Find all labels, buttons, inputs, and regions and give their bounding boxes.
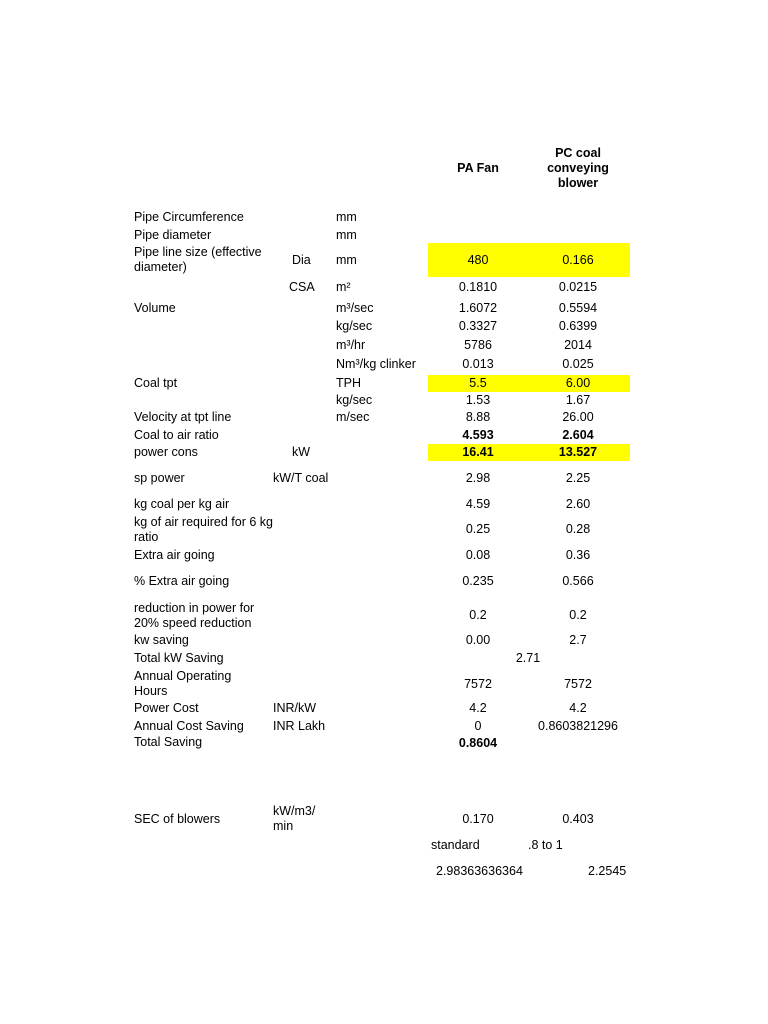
label-reduction-power: reduction in power for 20% speed reduction xyxy=(134,601,255,630)
pa-extra-air: 0.08 xyxy=(465,548,491,562)
pc-volume-nm3: 0.025 xyxy=(562,357,594,371)
label-sec-blowers: SEC of blowers xyxy=(134,812,221,826)
unit-volume-m3h: m³/hr xyxy=(336,338,366,352)
label-extra-air: Extra air going xyxy=(134,548,215,562)
pc-power-cost: 4.2 xyxy=(569,701,587,715)
footer-val2: 2.2545 xyxy=(588,864,627,878)
header-pa-fan: PA Fan xyxy=(457,161,499,175)
pc-extra-air: 0.36 xyxy=(565,548,591,562)
pc-reduction-power: 0.2 xyxy=(569,608,587,622)
unit-pipe-line-size: mm xyxy=(336,253,357,267)
sub-power-cons: kW xyxy=(292,445,311,459)
pa-kg-coal-per-air: 4.59 xyxy=(465,497,491,511)
unit-csa: m² xyxy=(336,280,351,294)
label-power-cons: power cons xyxy=(134,445,198,459)
label-annual-hours: Annual Operating Hours xyxy=(134,669,232,698)
value-total-kw-saving: 2.71 xyxy=(515,651,541,665)
pa-coal-air-ratio: 4.593 xyxy=(462,428,494,442)
pa-volume-m3h: 5786 xyxy=(464,338,492,352)
pc-pipe-line-size: 0.166 xyxy=(562,253,594,267)
label-velocity: Velocity at tpt line xyxy=(134,410,232,424)
sub-sp-power: kW/T coal xyxy=(273,471,329,485)
pc-power-cons: 13.527 xyxy=(558,445,598,459)
pc-sp-power: 2.25 xyxy=(565,471,591,485)
unit-coal-kgs: kg/sec xyxy=(336,393,373,407)
pc-coal-tph: 6.00 xyxy=(565,376,591,390)
unit-pipe-circumference: mm xyxy=(336,210,357,224)
pa-reduction-power: 0.2 xyxy=(469,608,487,622)
pc-pct-extra-air: 0.566 xyxy=(562,574,594,588)
label-power-cost: Power Cost xyxy=(134,701,199,715)
label-kg-air-required: kg of air required for 6 kg ratio xyxy=(134,515,273,544)
pa-volume-m3s: 1.6072 xyxy=(458,301,498,315)
label-sp-power: sp power xyxy=(134,471,185,485)
pc-volume-m3h: 2014 xyxy=(564,338,592,352)
footer-standard: standard xyxy=(431,838,480,852)
pa-sec-blowers: 0.170 xyxy=(462,812,494,826)
pc-coal-kgs: 1.67 xyxy=(565,393,591,407)
pc-velocity: 26.00 xyxy=(562,410,594,424)
pc-kg-air-required: 0.28 xyxy=(565,522,591,536)
pc-annual-hours: 7572 xyxy=(564,677,592,691)
pa-total-saving: 0.8604 xyxy=(458,736,498,750)
pa-coal-tph: 5.5 xyxy=(469,376,487,390)
footer-val1: 2.98363636364 xyxy=(436,864,523,878)
unit-volume-m3s: m³/sec xyxy=(336,301,374,315)
label-coal-air-ratio: Coal to air ratio xyxy=(134,428,219,442)
sub-annual-cost-saving: INR Lakh xyxy=(273,719,326,733)
sub-sec-blowers: kW/m3/ min xyxy=(273,804,316,833)
pa-power-cons: 16.41 xyxy=(462,445,494,459)
pc-kw-saving: 2.7 xyxy=(569,633,587,647)
pa-kg-air-required: 0.25 xyxy=(465,522,491,536)
label-annual-cost-saving: Annual Cost Saving xyxy=(134,719,244,733)
pa-annual-hours: 7572 xyxy=(464,677,492,691)
pc-kg-coal-per-air: 2.60 xyxy=(565,497,591,511)
label-pipe-circumference: Pipe Circumference xyxy=(134,210,244,224)
unit-volume-nm3: Nm³/kg clinker xyxy=(336,357,416,371)
pa-volume-nm3: 0.013 xyxy=(462,357,494,371)
label-volume: Volume xyxy=(134,301,176,315)
label-pipe-line-size: Pipe line size (effective diameter) xyxy=(134,245,262,274)
pa-velocity: 8.88 xyxy=(465,410,491,424)
pa-power-cost: 4.2 xyxy=(469,701,487,715)
unit-volume-kgs: kg/sec xyxy=(336,319,373,333)
unit-pipe-diameter: mm xyxy=(336,228,357,242)
label-pct-extra-air: % Extra air going xyxy=(134,574,230,588)
pa-coal-kgs: 1.53 xyxy=(465,393,491,407)
pa-volume-kgs: 0.3327 xyxy=(458,319,498,333)
header-pc-coal-blower: PC coal conveying blower xyxy=(547,146,609,190)
unit-velocity: m/sec xyxy=(336,410,370,424)
pc-sec-blowers: 0.403 xyxy=(562,812,594,826)
pc-annual-cost-saving: 0.8603821296 xyxy=(538,719,618,733)
label-pipe-diameter: Pipe diameter xyxy=(134,228,212,242)
label-coal-tpt: Coal tpt xyxy=(134,376,178,390)
pa-annual-cost-saving: 0 xyxy=(474,719,482,733)
sub-csa: CSA xyxy=(289,280,315,294)
sub-pipe-line-size: Dia xyxy=(292,253,311,267)
pa-pipe-line-size: 480 xyxy=(467,253,489,267)
pa-pct-extra-air: 0.235 xyxy=(462,574,494,588)
label-kw-saving: kw saving xyxy=(134,633,189,647)
label-total-saving: Total Saving xyxy=(134,735,203,749)
label-kg-coal-per-air: kg coal per kg air xyxy=(134,497,230,511)
label-total-kw-saving: Total kW Saving xyxy=(134,651,224,665)
pa-kw-saving: 0.00 xyxy=(465,633,491,647)
footer-ratio: .8 to 1 xyxy=(528,838,563,852)
pc-csa: 0.0215 xyxy=(558,280,598,294)
unit-coal-tph: TPH xyxy=(336,376,361,390)
pa-csa: 0.1810 xyxy=(458,280,498,294)
sub-power-cost: INR/kW xyxy=(273,701,317,715)
pa-sp-power: 2.98 xyxy=(465,471,491,485)
pc-volume-kgs: 0.6399 xyxy=(558,319,598,333)
pc-coal-air-ratio: 2.604 xyxy=(562,428,594,442)
pc-volume-m3s: 0.5594 xyxy=(558,301,598,315)
